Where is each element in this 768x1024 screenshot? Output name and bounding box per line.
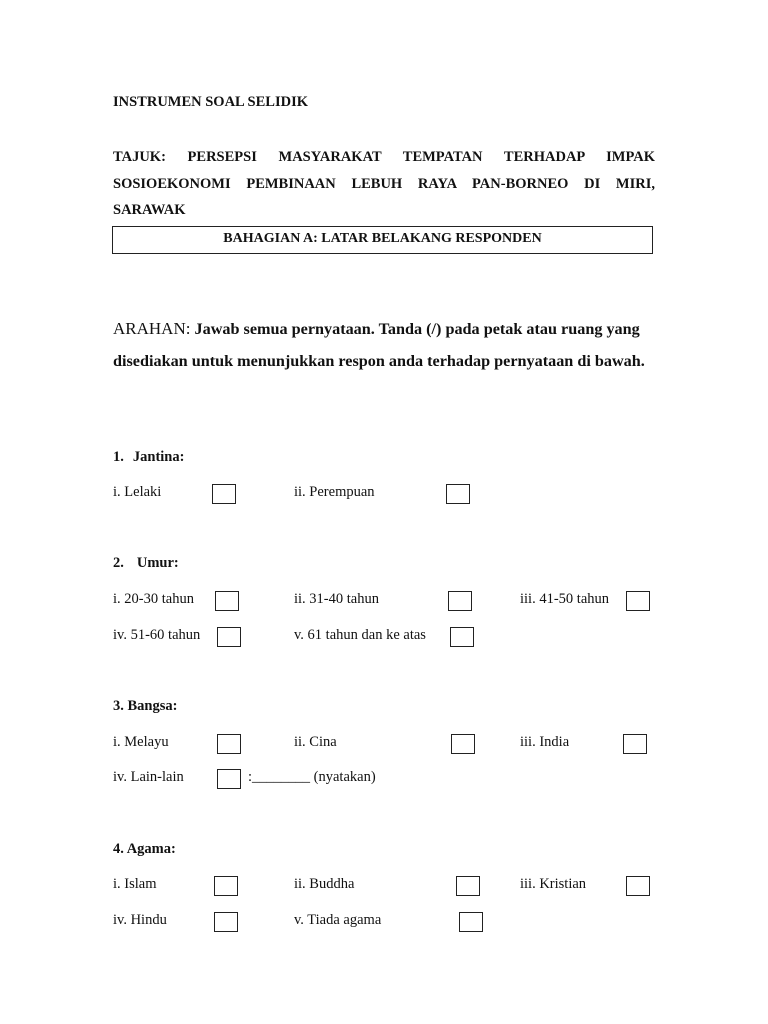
q3-option-cina: ii. Cina	[294, 734, 337, 750]
q2-option-51-60: iv. 51-60 tahun	[113, 627, 201, 643]
question-4-heading: 4. Agama:	[113, 841, 176, 857]
instructions-lead: ARAHAN:	[113, 319, 191, 338]
question-1-label: Jantina:	[132, 449, 185, 465]
q2-checkbox-20-30[interactable]	[215, 591, 239, 611]
q2-checkbox-61-plus[interactable]	[450, 627, 474, 647]
question-2-heading	[113, 555, 179, 572]
q4-option-hindu: iv. Hindu	[113, 912, 167, 928]
q1-checkbox-lelaki[interactable]	[212, 484, 236, 504]
question-3-heading: 3. Bangsa:	[113, 698, 178, 714]
q2-option-31-40: ii. 31-40 tahun	[294, 591, 379, 607]
question-2-number: 2.	[113, 555, 124, 571]
q3-checkbox-india[interactable]	[623, 734, 647, 754]
instructions-body: Jawab semua pernyataan. Tanda (/) pada petak atau ruang yang disediakan untuk menunjukkan respon anda terhadap pernyataan di bawah.	[113, 320, 645, 370]
q3-checkbox-cina[interactable]	[451, 734, 475, 754]
question-1-number: 1.	[113, 449, 124, 465]
q3-option-melayu: i. Melayu	[113, 734, 169, 750]
q3-checkbox-melayu[interactable]	[217, 734, 241, 754]
question-1-heading	[113, 449, 184, 466]
q2-checkbox-31-40[interactable]	[448, 591, 472, 611]
q4-option-tiada-agama: v. Tiada agama	[294, 912, 382, 928]
q2-option-61-plus: v. 61 tahun dan ke atas	[294, 627, 426, 643]
q4-checkbox-islam[interactable]	[214, 876, 238, 896]
q4-checkbox-kristian[interactable]	[626, 876, 650, 896]
q3-other-specify-field[interactable]: :________ (nyatakan)	[248, 769, 376, 785]
q4-option-buddha: ii. Buddha	[294, 876, 355, 892]
q1-option-lelaki: i. Lelaki	[113, 484, 162, 500]
document-title: INSTRUMEN SOAL SELIDIK	[113, 94, 308, 110]
q3-option-lain-lain: iv. Lain-lain	[113, 769, 184, 785]
q1-checkbox-perempuan[interactable]	[446, 484, 470, 504]
q2-option-20-30: i. 20-30 tahun	[113, 591, 194, 607]
q4-option-kristian: iii. Kristian	[520, 876, 587, 892]
q4-checkbox-buddha[interactable]	[456, 876, 480, 896]
q4-checkbox-tiada-agama[interactable]	[459, 912, 483, 932]
q2-option-41-50: iii. 41-50 tahun	[520, 591, 610, 607]
q3-checkbox-lain-lain[interactable]	[217, 769, 241, 789]
q4-option-islam: i. Islam	[113, 876, 157, 892]
q1-option-perempuan: ii. Perempuan	[294, 484, 375, 500]
q2-checkbox-41-50[interactable]	[626, 591, 650, 611]
q2-checkbox-51-60[interactable]	[217, 627, 241, 647]
instructions	[113, 313, 658, 377]
q3-option-india: iii. India	[520, 734, 570, 750]
q4-checkbox-hindu[interactable]	[214, 912, 238, 932]
question-2-label: Umur:	[136, 555, 179, 571]
document-subject: TAJUK: PERSEPSI MASYARAKAT TEMPATAN TERHADAP IMPAK SOSIOEKONOMI PEMBINAAN LEBUH RAYA PAN-BORNEO DI MIRI, SARAWAK	[113, 149, 655, 218]
section-header: BAHAGIAN A: LATAR BELAKANG RESPONDEN	[112, 226, 653, 254]
